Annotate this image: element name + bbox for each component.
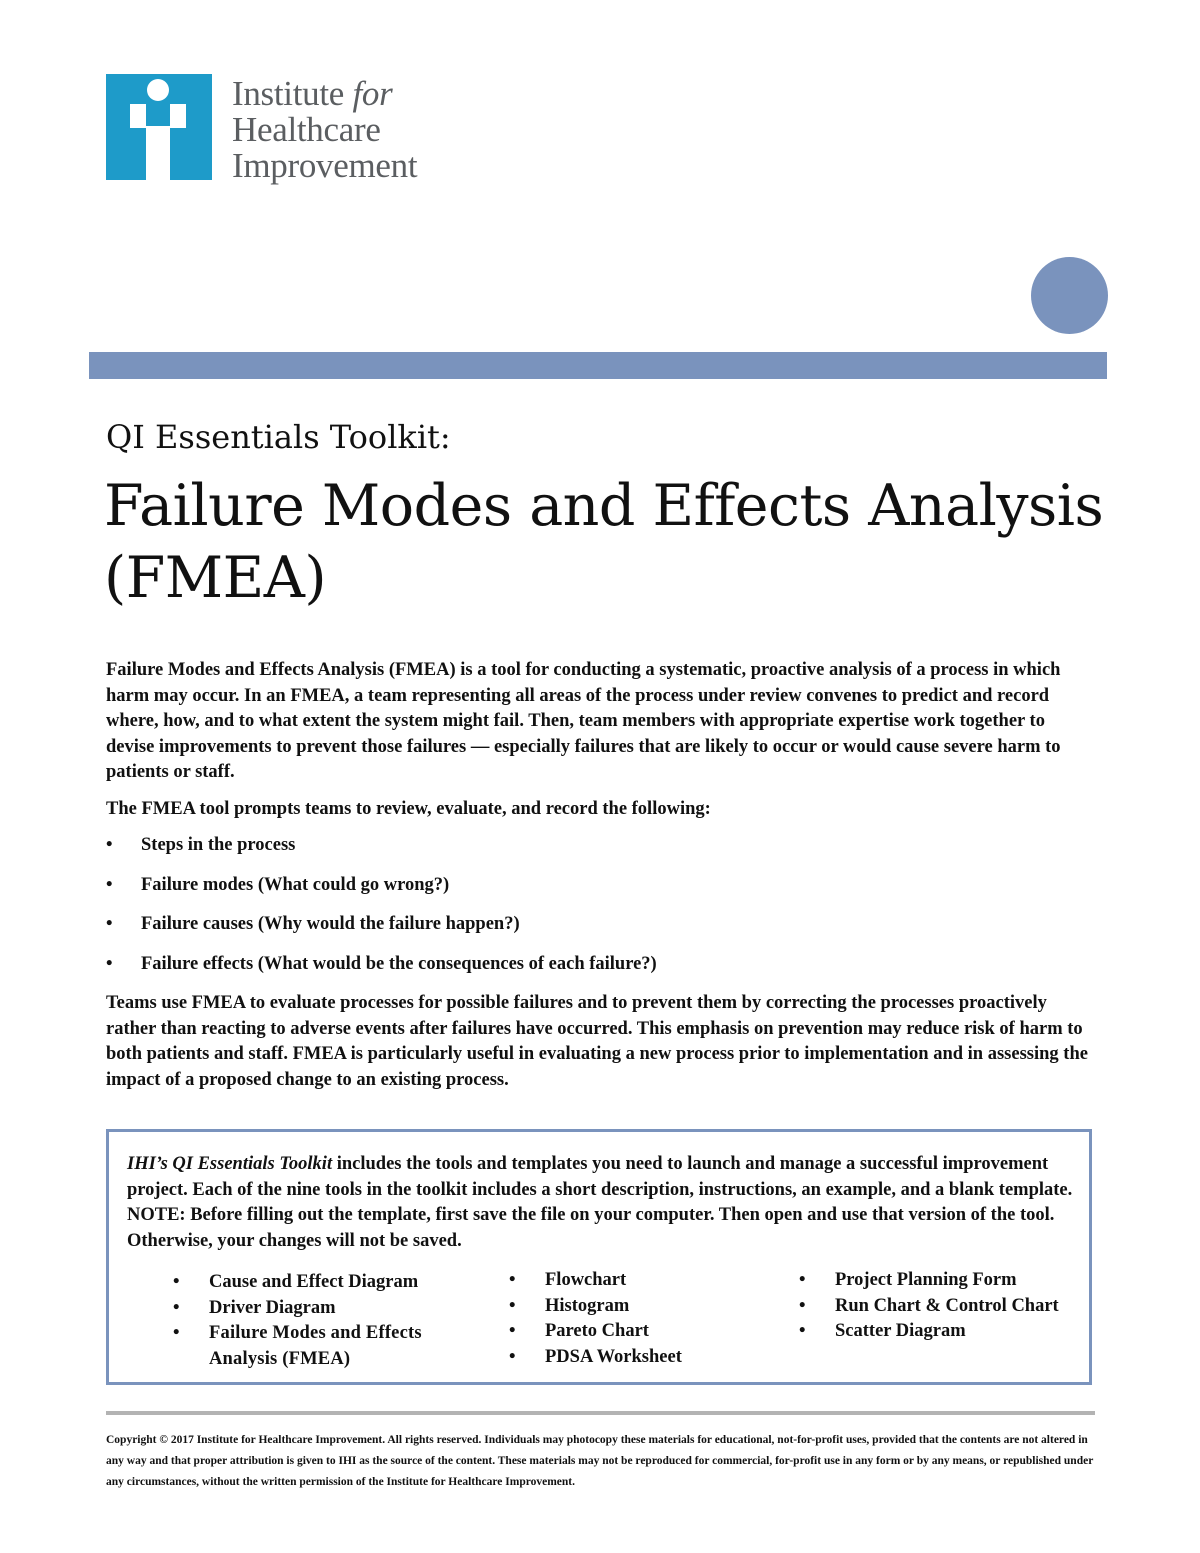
info-box-paragraph (127, 1152, 1077, 1254)
tool-list-item: • Histogram (509, 1294, 769, 1320)
intro-paragraph: Failure Modes and Effects Analysis (FMEA) is a tool for conducting a systematic, proactive analysis of a process in which harm may occur. In an FMEA, a team representing all areas of the process under review convenes to predict and record where, how, and to what extent the system might fail. Then, team members with appropriate expertise work together to devise improvements to prevent those failures — especially failures that are likely to occur or would cause severe harm to patients or staff. (106, 660, 1061, 782)
accent-circle (1031, 257, 1108, 334)
tool-list-item: • Cause and Effect Diagram (173, 1270, 473, 1296)
logo-line-1-italic: for (352, 74, 393, 113)
list-item: • Failure modes (What could go wrong?) (106, 873, 1096, 899)
review-bullet-list (106, 833, 1096, 977)
tool-list-item: • PDSA Worksheet (509, 1345, 769, 1371)
list-item: • Steps in the process (106, 833, 1096, 859)
logo-line-1: Institute (232, 74, 345, 113)
tools-list-column-2 (509, 1268, 769, 1370)
ihi-logo-mark-icon (106, 74, 212, 180)
tool-list-item: • Flowchart (509, 1268, 769, 1294)
tool-list-item-current: • Failure Modes and Effects Analysis (FMEA) (173, 1321, 473, 1372)
copyright-notice: Copyright © 2017 Institute for Healthcare Improvement. All rights reserved. Individuals may photocopy these materials for educational, not-for-profit uses, provided that the contents are not altered in any way and that proper attribution is given to IHI as the source of the content. These materials may not be reproduced for commercial, for-profit use in any form or by any means, or republished under any circumstances, without the written permission of the Institute for Healthcare Improvement. (106, 1434, 1094, 1488)
ihi-logo (106, 74, 466, 184)
info-box-body: includes the tools and templates you need to launch and manage a successful improvement project. Each of the nine tools in the toolkit includes a short description, instructions, an example, and a blank template. NOTE: Before filling out the template, first save the file on your computer. Then open and use that version of the tool. Otherwise, your changes will not be saved. (127, 1154, 1073, 1251)
header-band (89, 352, 1107, 379)
tools-list-column-1 (173, 1270, 473, 1372)
tool-list-item: • Scatter Diagram (799, 1319, 1079, 1345)
toolkit-label: QI Essentials Toolkit: (106, 418, 451, 456)
logo-wordmark (232, 76, 417, 184)
tools-list-column-3 (799, 1268, 1079, 1345)
footer-divider (106, 1411, 1095, 1415)
tool-list-item: • Driver Diagram (173, 1296, 473, 1322)
tool-list-item: • Pareto Chart (509, 1319, 769, 1345)
tool-list-item: • Project Planning Form (799, 1268, 1079, 1294)
prompt-paragraph: The FMEA tool prompts teams to review, evaluate, and record the following: (106, 798, 711, 819)
list-item: • Failure effects (What would be the consequences of each failure?) (106, 952, 1096, 978)
closing-paragraph: Teams use FMEA to evaluate processes for possible failures and to prevent them by correcting the processes proactively rather than reacting to adverse events after failures have occurred. This emphasis on prevention may reduce risk of harm to both patients and staff. FMEA is particularly useful in evaluating a new process prior to implementation and in assessing the impact of a proposed change to an existing process. (106, 993, 1088, 1090)
page-title: Failure Modes and Effects Analysis (FMEA) (104, 473, 1104, 611)
tool-list-item: • Run Chart & Control Chart (799, 1294, 1079, 1320)
info-box-lead: IHI’s QI Essentials Toolkit (127, 1154, 333, 1174)
logo-line-2: Healthcare (232, 110, 381, 149)
logo-line-3: Improvement (232, 146, 418, 185)
list-item: • Failure causes (Why would the failure happen?) (106, 912, 1096, 938)
body-text (106, 658, 1096, 1104)
toolkit-info-box (106, 1129, 1092, 1385)
